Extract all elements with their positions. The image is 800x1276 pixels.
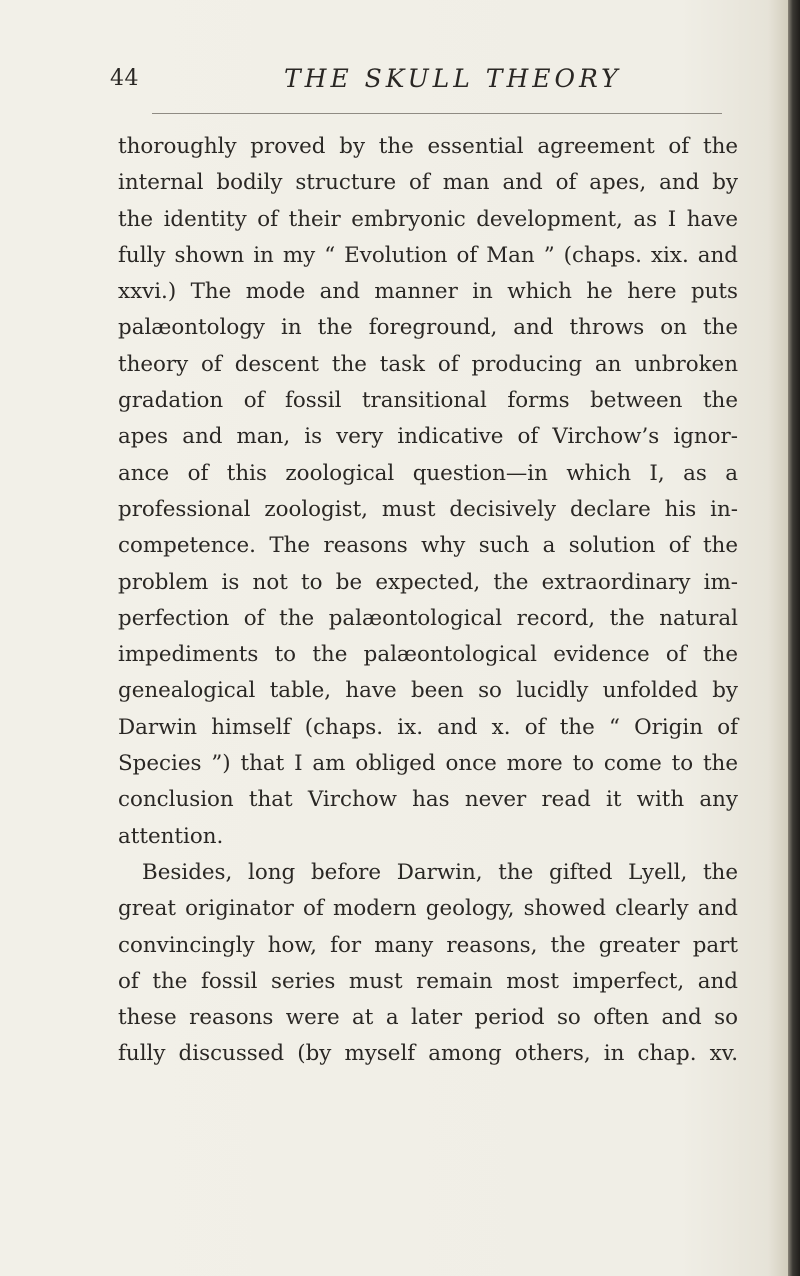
text-line: conclusion that Virchow has never read it with any bbox=[118, 787, 738, 813]
text-line-paragraph-start: Besides, long before Darwin, the gifted Lyell, the bbox=[142, 859, 738, 885]
text-line: convincingly how, for many reasons, the greater part bbox=[118, 932, 738, 958]
text-line: problem is not to be expected, the extraordinary im- bbox=[118, 569, 738, 595]
text-line: xxvi.) The mode and manner in which he here puts bbox=[118, 279, 738, 305]
text-line: competence. The reasons why such a solution of the bbox=[118, 533, 738, 559]
text-line-paragraph-end: attention. bbox=[118, 823, 224, 849]
text-line: apes and man, is very indicative of Virchow’s ignor- bbox=[118, 424, 738, 450]
text-line: thoroughly proved by the essential agreement of the bbox=[118, 134, 738, 159]
page-number: 44 bbox=[110, 66, 139, 91]
text-line: gradation of fossil transitional forms between the bbox=[118, 388, 738, 414]
header-rule bbox=[152, 113, 722, 114]
page-edge-shadow bbox=[788, 0, 800, 1276]
text-line: perfection of the palæontological record, the natural bbox=[118, 605, 738, 631]
running-head: THE SKULL THEORY bbox=[284, 64, 622, 93]
text-line: professional zoologist, must decisively declare his in- bbox=[118, 496, 738, 522]
text-line: Species ”) that I am obliged once more to come to the bbox=[118, 751, 738, 777]
text-line: the identity of their embryonic development, as I have bbox=[118, 206, 738, 232]
text-line: ance of this zoological question—in which I, as a bbox=[118, 460, 738, 486]
text-line: theory of descent the task of producing an unbroken bbox=[118, 351, 738, 377]
text-line: fully shown in my “ Evolution of Man ” (chaps. xix. and bbox=[118, 242, 738, 268]
text-line: Darwin himself (chaps. ix. and x. of the “ Origin of bbox=[118, 714, 738, 740]
text-line: fully discussed (by myself among others, in chap. xv. bbox=[118, 1041, 738, 1067]
text-line: of the fossil series must remain most imperfect, and bbox=[118, 968, 738, 994]
text-line: great originator of modern geology, showed clearly and bbox=[118, 896, 738, 922]
page-header bbox=[0, 60, 800, 100]
text-line: genealogical table, have been so lucidly unfolded by bbox=[118, 678, 738, 704]
text-line: impediments to the palæontological evidence of the bbox=[118, 642, 738, 668]
text-line: these reasons were at a later period so often and so bbox=[118, 1005, 738, 1031]
body-text bbox=[118, 129, 738, 1073]
text-line: internal bodily structure of man and of apes, and by bbox=[118, 170, 738, 196]
text-line: palæontology in the foreground, and throws on the bbox=[118, 315, 738, 341]
